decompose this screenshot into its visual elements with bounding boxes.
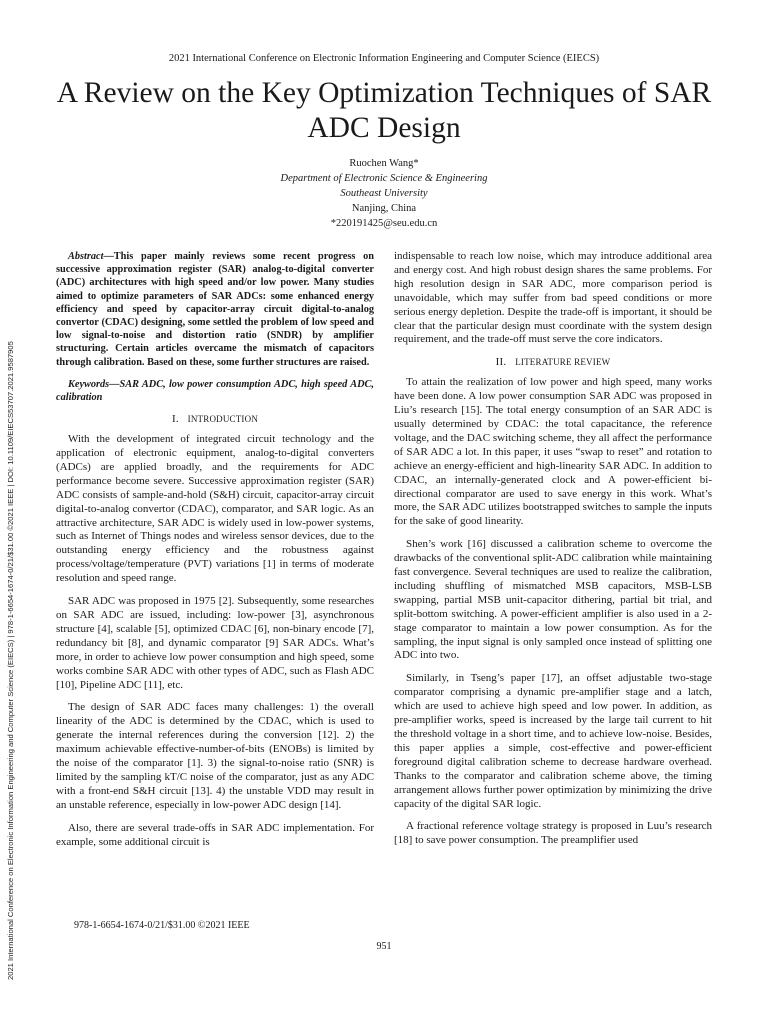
author-name: Ruochen Wang*	[349, 158, 419, 169]
body-paragraph: Similarly, in Tseng’s paper [17], an offset adjustable two-stage comparator comprising a dynamic pre-amplifier stage and a latch, which are used to achieve high speed and low power. In addition, as pre-amplifier works, speed is increased by the large tail current to hit the threshold voltage in a short time, and to achieve low-noise. Besides, this paper applies a simple, cost-effective and power-efficient foreground digital calibration scheme to decrease hardware overhead. Thanks to the comparator and calibration scheme above, the timing arrangement allows further power optimization by minimizing the drive capacity of the digital SAR logic.	[394, 672, 712, 810]
keywords-text: —SAR ADC, low power consumption ADC, high speed ADC, calibration	[56, 378, 374, 404]
author-block	[0, 156, 768, 231]
copyright-notice: 978-1-6654-1674-0/21/$31.00 ©2021 IEEE	[74, 920, 250, 931]
body-paragraph: A fractional reference voltage strategy is proposed in Luu’s research [18] to save power consumption. The preamplifier used	[394, 820, 712, 847]
abstract-text: —This paper mainly reviews some recent progress on successive approximation register (SAR) analog-to-digital converter (ADC) architectures with high speed and/or low power. Many studies aimed to optimize parameters of SAR ADCs: some enhanced energy efficiency and speed by capacitor-array circuit digital-to-analog convertor (CDAC) designing, some settled the problem of low speed and low signal-to-noise and distortion ratio (SNDR) by amplifier structuring. Certain articles overcame the mismatch of capacitors through calibration. Based on these, some further structures are raised.	[56, 251, 374, 368]
body-paragraph: SAR ADC was proposed in 1975 [2]. Subsequently, some researches on SAR ADC are issued, including: low-power [3], asynchronous structure [4], scalable [5], optimized CDAC [6], non-binary encode [7], redundancy bit [8], and dynamic comparator [9] SAR ADCs. What’s more, in order to achieve low power consumption and high speed, some works combine SAR ADC with other types of ADC, such as Flash ADC [10], Pipeline ADC [11], etc.	[56, 595, 374, 691]
section-heading-introduction	[56, 413, 374, 427]
section-number: I.	[171, 413, 179, 426]
author-city: Nanjing, China	[351, 203, 417, 214]
body-paragraph: With the development of integrated circuit technology and the application of electronic equipment, analog-to-digital converters (ADCs) are applied broadly, and the requirements for ADC performance become severe. Successive approximation register (SAR) ADC consists of sample-and-hold (S&H) circuit, capacitor-array circuit digital-to-analog convertor (CDAC), comparator, and SAR logic. As an attractive architecture, SAR ADC is widely used in low-power systems, such as Internet of Things nodes and wireless sensor devices, due to the outstanding energy efficiency and the robustness against process/voltage/temperature (PVT) variations [1] in terms of moderate resolution and speed range.	[56, 433, 374, 585]
paper-title: A Review on the Key Optimization Techniques of SAR ADC Design	[56, 77, 712, 144]
author-university: Southeast University	[340, 188, 428, 199]
abstract-label: Abstract	[68, 251, 104, 262]
section-number: II.	[495, 356, 507, 369]
section-heading-literature-review	[394, 356, 712, 370]
keywords-label: Keywords	[68, 378, 110, 390]
side-identifier: 2021 International Conference on Electronic Information Engineering and Computer Science (EIECS) | 978-1-6654-1674-0/21/$31.00 ©2021 IEEE | DOI: 10.1109/EIECS53707.2021.9587905	[6, 341, 15, 980]
conference-header: 2021 International Conference on Electronic Information Engineering and Computer Science (EIECS)	[168, 53, 600, 64]
section-title: INTRODUCTION	[187, 414, 259, 425]
section-title: LITERATURE REVIEW	[515, 357, 611, 368]
page-number: 951	[376, 941, 392, 952]
right-column	[394, 250, 712, 857]
body-paragraph: The design of SAR ADC faces many challenges: 1) the overall linearity of the ADC is determined by the CDAC, which is used to generate the internal references during the conversion [12]. 2) the maximum achievable effective-number-of-bits (ENOBs) is limited by the noise of the comparator [1]. 3) the signal-to-noise ratio (SNR) is limited by the sampling kT/C noise of the comparator, just as any ADC with a front-end S&H circuit [13]. 4) the unstable VDD may result in an unstable reference, especially in low-power ADC design [14].	[56, 701, 374, 811]
abstract	[56, 250, 374, 369]
author-email: *220191425@seu.edu.cn	[330, 218, 438, 229]
keywords	[56, 378, 374, 404]
body-paragraph: To attain the realization of low power and high speed, many works have been done. A low power consumption SAR ADC was proposed in Liu’s research [15]. The total energy consumption of an SAR ADC is usually determined by CDAC: the total capacitance, the reference voltage, and the DAC switching scheme, they all affect the performance of SAR ADC a lot. In this paper, it uses “swap to reset” and rotation to achieve an energy-efficient and high-linearity SAR ADC. In addition to CDAC, an internally-generated clock and A power-efficient bi-directional comparator are used to save energy in this work. What’s more, the SAR ADC utilizes bootstrapped switches to sample the inputs for the sake of good linearity.	[394, 376, 712, 528]
body-paragraph: Shen’s work [16] discussed a calibration scheme to overcome the drawbacks of the conventional split-ADC calibration while maintaining fast convergence. Several techniques are used to realize the calibration, including shuffling of mismatched MSB capacitors, MSB-LSB swapping, partial MSB unit-capacitor dithering, partial bit trial, and split-bottom switching. A power-efficient amplifier is also used in a 2-stage comparator to maintain a low power consumption. As for the sampling, the input signal is only sampled once instead of splitting one ADC into two.	[394, 538, 712, 662]
body-paragraph: Also, there are several trade-offs in SAR ADC implementation. For example, some additional circuit is	[56, 821, 374, 848]
author-department: Department of Electronic Science & Engineering	[280, 173, 488, 184]
body-paragraph: indispensable to reach low noise, which may introduce additional area and energy cost. And high robust design shares the same problems. For high resolution design in SAR ADC, more comparison period is unavoidable, which may suffer from bad speed conditions or more serious energy depletion. Despite the trade-off is important, it should be clear that the particular design must coordinate with the system design requirement, and the trade-off must serve the core indicators.	[394, 250, 712, 346]
left-column	[56, 250, 374, 859]
